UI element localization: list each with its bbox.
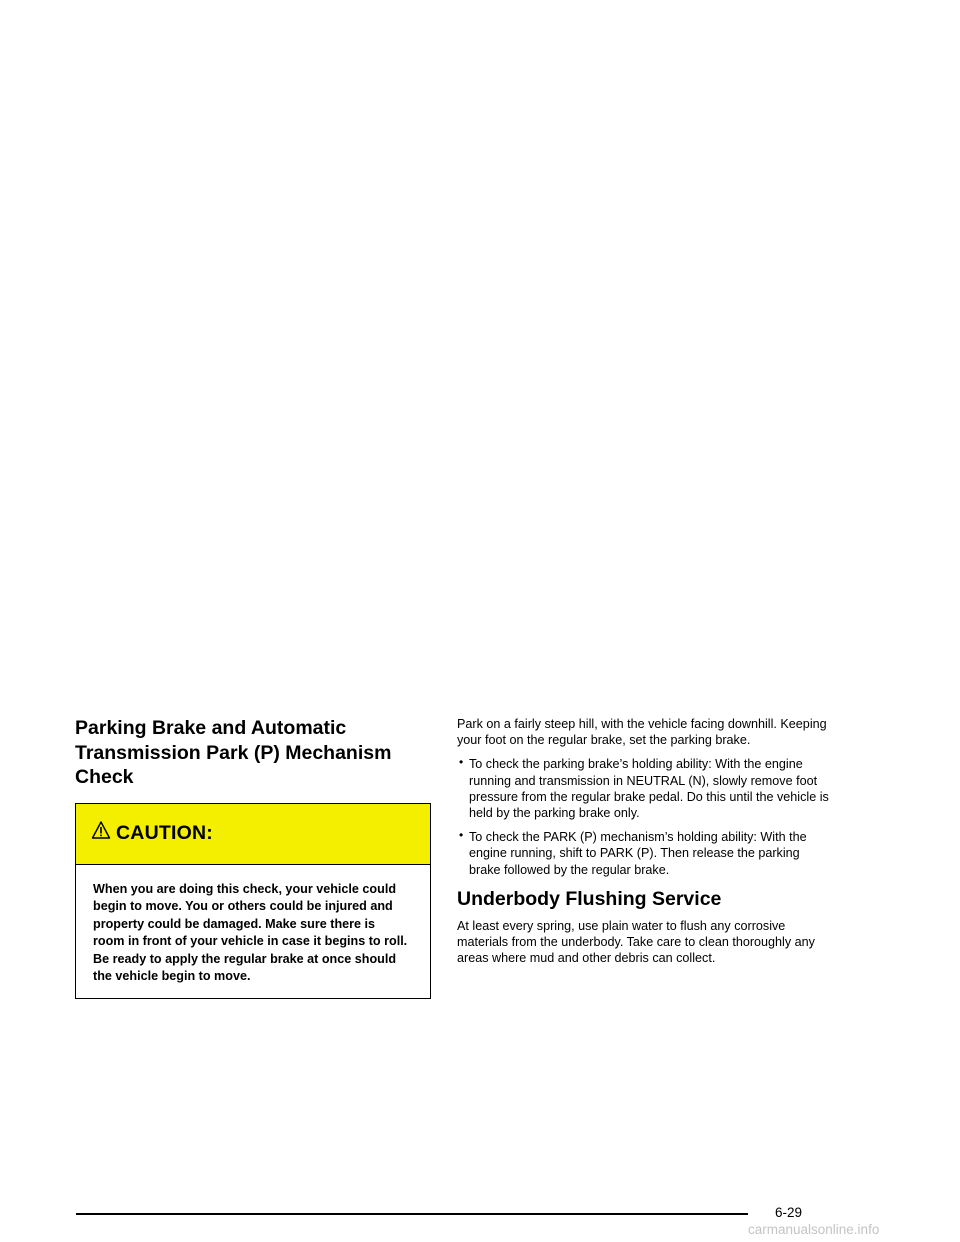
list-item xyxy=(457,756,832,821)
bullet-icon: • xyxy=(459,828,464,843)
bullet-text: To check the PARK (P) mechanism’s holding ability: With the engine running, shift to PARK (P). Then release the parking brake followed by the regular brake. xyxy=(469,830,807,877)
watermark: carmanualsonline.info xyxy=(748,1222,880,1237)
section-heading-underbody: Underbody Flushing Service xyxy=(457,887,722,910)
caution-title: CAUTION: xyxy=(116,822,213,844)
right-column xyxy=(457,716,832,966)
underbody-paragraph: At least every spring, use plain water to flush any corrosive materials from the underbody. Take care to clean thoroughly any areas where mud and other debris can collect. xyxy=(457,918,815,966)
footer-rule xyxy=(76,1213,748,1215)
heading-line-1: Parking Brake and Automatic xyxy=(75,717,347,739)
bullet-icon: • xyxy=(459,755,464,770)
list-item xyxy=(457,829,832,878)
heading-line-2: Transmission Park (P) Mechanism xyxy=(75,741,392,764)
check-bullet-list xyxy=(457,756,832,877)
caution-box xyxy=(75,803,431,1000)
intro-paragraph: Park on a fairly steep hill, with the vehicle facing downhill. Keeping your foot on the regular brake, set the parking brake. xyxy=(457,717,827,748)
caution-header xyxy=(76,804,430,865)
caution-body: When you are doing this check, your vehicle could begin to move. You or others could be injured and property could be damaged. Make sure there is room in front of your vehicle in case it begins to roll. Be ready to apply the regular brake at once should the vehicle begin to move. xyxy=(93,881,408,984)
left-column xyxy=(75,716,431,999)
section-heading-parking-brake xyxy=(75,716,431,790)
bullet-text: To check the parking brake’s holding ability: With the engine running and transmission in NEUTRAL (N), slowly remove foot pressure from the regular brake pedal. Do this until the vehicle is held by the parking brake only. xyxy=(469,757,829,821)
heading-line-3: Check xyxy=(75,766,134,788)
page-number: 6-29 xyxy=(775,1205,803,1220)
warning-triangle-icon xyxy=(91,820,111,840)
